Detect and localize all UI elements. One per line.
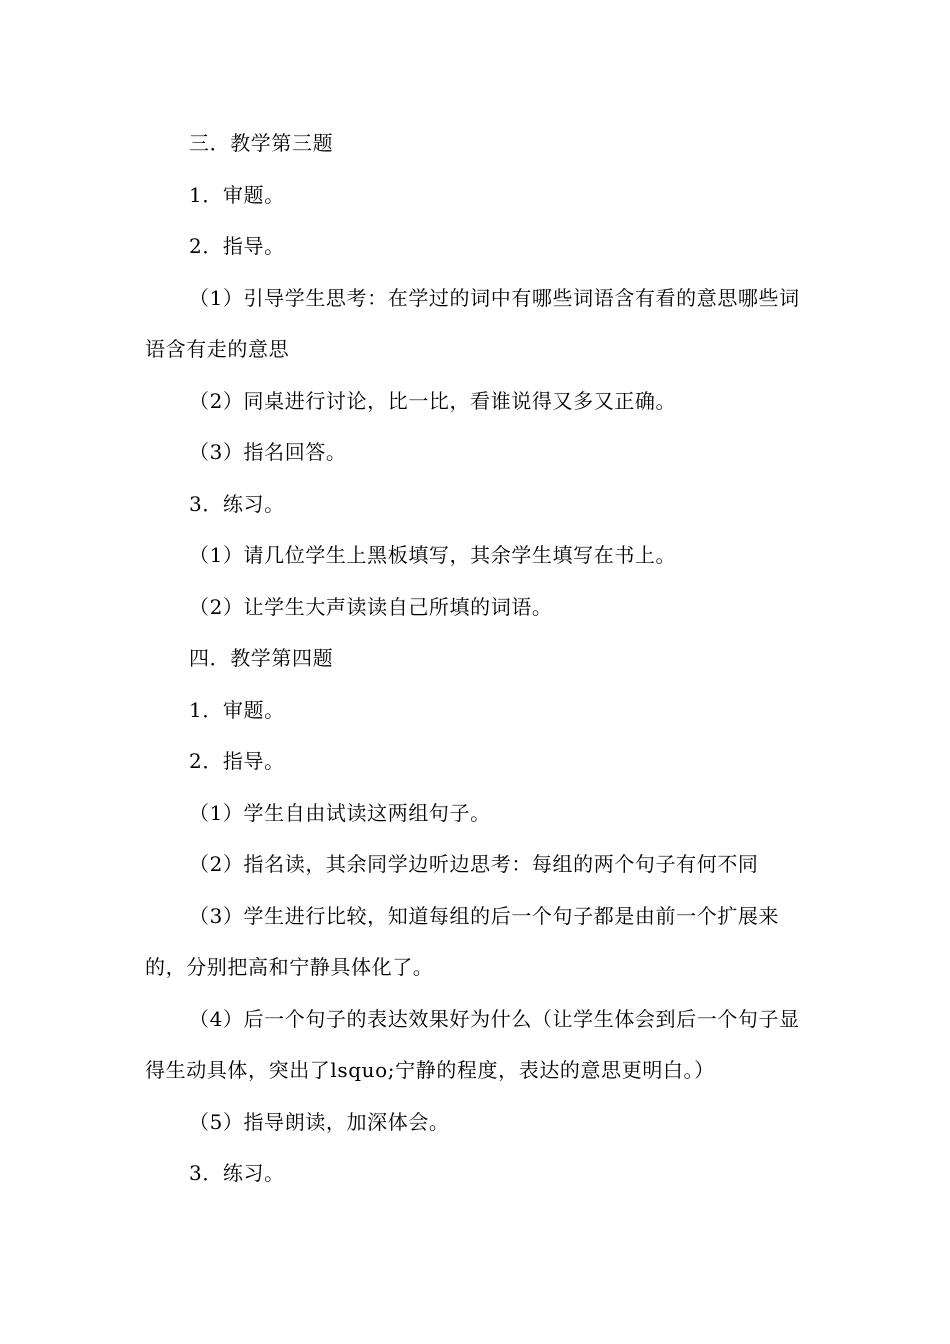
sub-step-item: （1）学生自由试读这两组句子。 [189, 800, 491, 825]
step-item: 2．指导。 [189, 749, 285, 773]
section-heading: 三．教学第三题 [189, 131, 334, 155]
sub-step-item: （2）指名读，其余同学边听边思考：每组的两个句子有何不同 [189, 852, 759, 876]
document-body [145, 118, 805, 1200]
step-item: 3．练习。 [189, 1161, 285, 1185]
step-item: 1．审题。 [189, 697, 285, 722]
sub-step-item: （2）同桌进行讨论，比一比，看谁说得又多又正确。 [189, 388, 677, 413]
sub-step-item: （3）指名回答。 [189, 440, 347, 464]
sub-step-item: （1）请几位学生上黑板填写，其余学生填写在书上。 [189, 543, 677, 567]
sub-step-item: （2）让学生大声读读自己所填的词语。 [189, 594, 553, 619]
step-item: 1．审题。 [189, 182, 285, 207]
step-item: 3．练习。 [189, 491, 285, 516]
sub-step-item: （5）指导朗读，加深体会。 [189, 1109, 450, 1134]
sub-step-item: （3）学生进行比较，知道每组的后一个句子都是由前一个扩展来的，分别把高和宁静具体化了。 [145, 903, 780, 979]
step-item: 2．指导。 [189, 234, 285, 258]
sub-step-item: （1）引导学生思考：在学过的词中有哪些词语含有看的意思哪些词语含有走的意思 [145, 285, 800, 361]
sub-step-item: （4）后一个句子的表达效果好为什么（让学生体会到后一个句子显得生动具体，突出了lsquo;宁静的程度，表达的意思更明白。） [145, 1006, 800, 1082]
section-heading: 四．教学第四题 [189, 646, 334, 670]
